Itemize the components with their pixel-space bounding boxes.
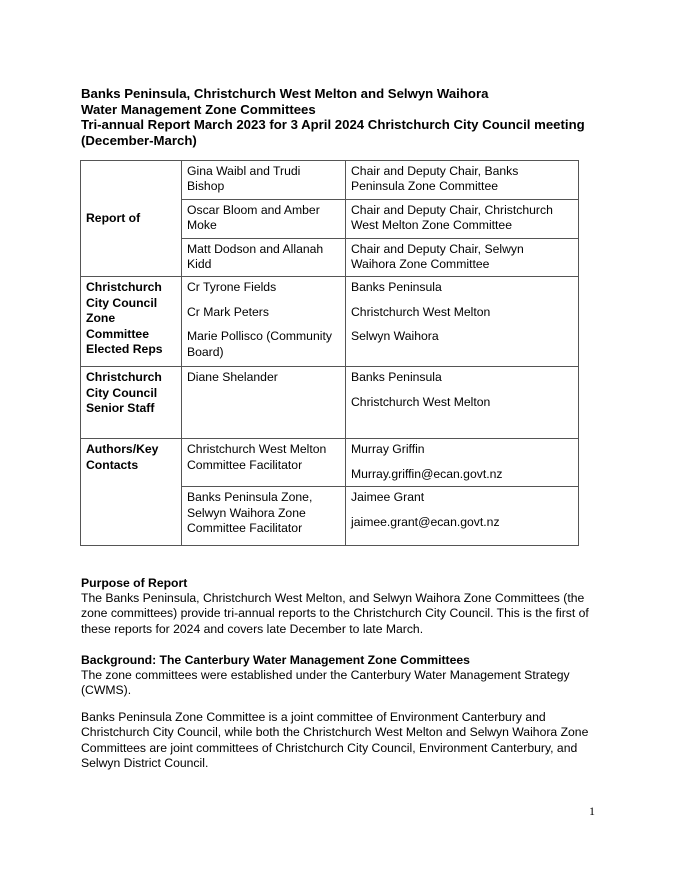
purpose-heading: Purpose of Report (81, 576, 188, 590)
role-cell: Chair and Deputy Chair, Selwyn Waihora Zone Committee (346, 238, 579, 277)
background-heading: Background: The Canterbury Water Management Zone Committees (81, 653, 470, 667)
purpose-paragraph: The Banks Peninsula, Christchurch West Melton, and Selwyn Waihora Zone Committees (the zone committees) provide tri-annual reports to the Christchurch City Council. This is the first of these reports for 2024 and covers late December to late March. (81, 591, 589, 636)
contact-email: Murray.griffin@ecan.govt.nz (351, 466, 503, 481)
title-line: Tri-annual Report March 2023 for 3 April 2024 Christchurch City Council meeting (81, 117, 585, 132)
title-line: Banks Peninsula, Christchurch West Melton and Selwyn Waihora (81, 86, 489, 101)
elected-reps-zones: Banks Peninsula Christchurch West Melton Selwyn Waihora (346, 277, 579, 367)
table-row (81, 439, 579, 487)
names-cell: Oscar Bloom and Amber Moke (182, 199, 346, 238)
table-row (81, 161, 579, 200)
title-line: (December-March) (81, 132, 197, 148)
background-paragraph: Banks Peninsula Zone Committee is a joint committee of Environment Canterbury and Christchurch City Council, while both the Christchurch West Melton and Selwyn Waihora Zone Committees are joint committees of Christchurch City Council, Environment Canterbury, and Selwyn District Council. (81, 710, 589, 771)
contact-role: Christchurch West Melton Committee Facilitator (182, 439, 346, 487)
elected-reps-names: Cr Tyrone Fields Cr Mark Peters Marie Pollisco (Community Board) (182, 277, 346, 367)
contact-role: Banks Peninsula Zone, Selwyn Waihora Zone Committee Facilitator (182, 487, 346, 545)
authors-label: Authors/Key Contacts (81, 439, 182, 545)
names-cell: Matt Dodson and Allanah Kidd (182, 238, 346, 277)
senior-staff-zones: Banks Peninsula Christchurch West Melton (346, 367, 579, 439)
report-info-table (80, 160, 579, 546)
names-cell: Gina Waibl and Trudi Bishop (182, 161, 346, 200)
background-paragraph: The zone committees were established under the Canterbury Water Management Strategy (CWMS). (81, 668, 570, 698)
contact-email: jaimee.grant@ecan.govt.nz (351, 514, 500, 529)
elected-reps-label: Christchurch City Council Zone Committee Elected Reps (81, 277, 182, 367)
table-row (81, 277, 579, 367)
senior-staff-label: Christchurch City Council Senior Staff (81, 367, 182, 439)
report-of-label: Report of (81, 161, 182, 277)
title-line: Water Management Zone Committees (81, 101, 316, 117)
role-cell: Chair and Deputy Chair, Christchurch West Melton Zone Committee (346, 199, 579, 238)
contact-details: Jaimee Grant jaimee.grant@ecan.govt.nz (346, 487, 579, 545)
report-title (81, 86, 601, 148)
table-row (81, 367, 579, 439)
contact-details: Murray Griffin Murray.griffin@ecan.govt.nz (346, 439, 579, 487)
role-cell: Chair and Deputy Chair, Banks Peninsula Zone Committee (346, 161, 579, 200)
page-number: 1 (589, 804, 595, 818)
senior-staff-name: Diane Shelander (182, 367, 346, 439)
